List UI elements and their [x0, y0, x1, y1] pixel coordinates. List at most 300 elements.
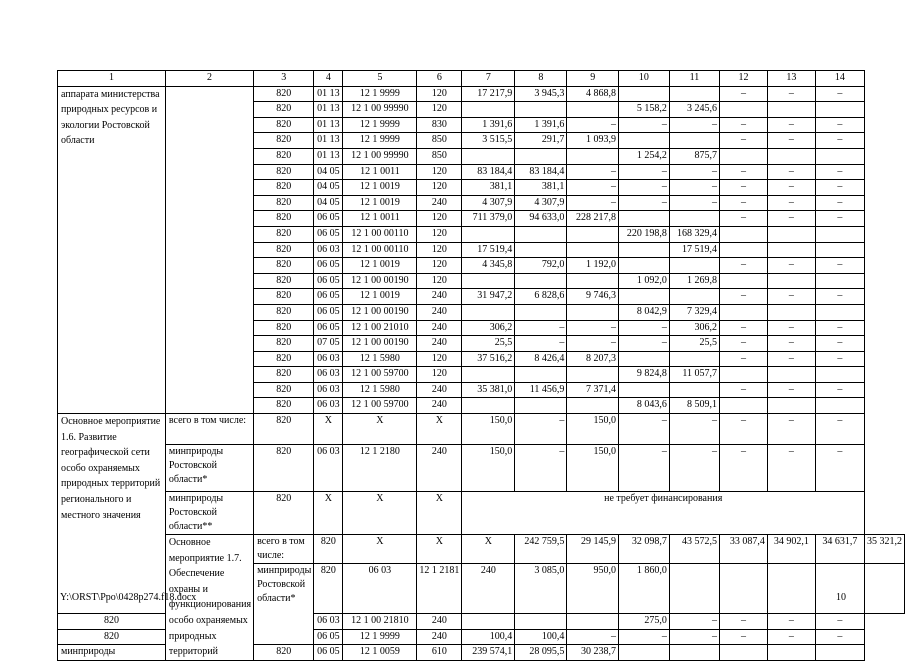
cell-col-9: 1 860,0	[618, 564, 669, 614]
cell-col-13: –	[767, 289, 815, 305]
cell-col-3: 820	[254, 289, 314, 305]
cell-col-11: 8 509,1	[669, 398, 719, 414]
cell-col-9: –	[567, 336, 619, 352]
cell-col-14: –	[815, 629, 864, 645]
cell-col-8	[515, 614, 567, 630]
cell-col-9	[567, 614, 619, 630]
cell-col-4: 06 03	[314, 242, 343, 258]
cell-col-5: 12 1 00 21010	[343, 320, 417, 336]
cell-col-11: 33 087,4	[720, 535, 768, 564]
cell-col-8: 6 828,6	[515, 289, 567, 305]
cell-col-6: 240	[417, 445, 462, 492]
cell-col-6: 120	[417, 367, 462, 383]
cell-col-4: 06 05	[314, 211, 343, 227]
cell-col-3: 820	[58, 629, 166, 645]
cell-col-12: –	[720, 320, 768, 336]
cell-col-9: 9 746,3	[567, 289, 619, 305]
cell-col-8: 3 945,3	[515, 86, 567, 102]
cell-col-5: 12 1 0059	[343, 645, 417, 661]
cell-col-14	[815, 645, 864, 661]
cell-col-5: 12 1 00 00110	[343, 242, 417, 258]
cell-col-11	[669, 645, 719, 661]
cell-col-12: –	[720, 86, 768, 102]
cell-col-9	[567, 398, 619, 414]
cell-col-13	[767, 242, 815, 258]
cell-col-4: 06 05	[314, 320, 343, 336]
cell-col-13	[767, 226, 815, 242]
cell-col-9: –	[567, 117, 619, 133]
cell-col-12: 34 902,1	[767, 535, 815, 564]
cell-col-6: 240	[417, 320, 462, 336]
cell-col-9	[567, 304, 619, 320]
executor-cell: минприроды Ростовской области**	[165, 492, 253, 535]
cell-col-5: 12 1 0011	[343, 164, 417, 180]
cell-col-14	[815, 398, 864, 414]
cell-col-11	[669, 289, 719, 305]
cell-col-8	[515, 102, 567, 118]
column-header: 7	[462, 71, 515, 87]
cell-col-10	[618, 289, 669, 305]
cell-col-14: –	[815, 258, 864, 274]
column-header: 3	[254, 71, 314, 87]
cell-col-4: 04 05	[314, 180, 343, 196]
cell-col-4: Х	[314, 414, 343, 445]
cell-col-5: 12 1 9999	[343, 117, 417, 133]
cell-col-11	[669, 211, 719, 227]
cell-col-7: 17 519,4	[462, 242, 515, 258]
cell-col-8: 100,4	[515, 629, 567, 645]
cell-col-9	[567, 367, 619, 383]
cell-col-7: 239 574,1	[462, 645, 515, 661]
cell-col-10	[618, 351, 669, 367]
cell-col-11: –	[669, 414, 719, 445]
cell-col-9: 150,0	[567, 445, 619, 492]
cell-col-8: 28 095,5	[515, 645, 567, 661]
cell-col-10: –	[618, 320, 669, 336]
cell-col-11: 11 057,7	[669, 367, 719, 383]
cell-col-5: 12 1 5980	[343, 351, 417, 367]
cell-col-9: –	[567, 629, 619, 645]
cell-col-4: 06 03	[314, 367, 343, 383]
cell-col-5: 12 1 00 59700	[343, 367, 417, 383]
column-header: 8	[515, 71, 567, 87]
cell-col-3: 820	[254, 492, 314, 535]
cell-col-12	[720, 367, 768, 383]
cell-col-8: 950,0	[567, 564, 619, 614]
cell-col-6: 240	[417, 195, 462, 211]
cell-col-9: 228 217,8	[567, 211, 619, 227]
cell-col-7: 3 085,0	[515, 564, 567, 614]
cell-col-8: 94 633,0	[515, 211, 567, 227]
cell-col-9: –	[567, 195, 619, 211]
cell-col-5: 12 1 00 00190	[343, 336, 417, 352]
cell-col-10: –	[618, 180, 669, 196]
cell-col-13: –	[767, 336, 815, 352]
cell-col-12	[720, 398, 768, 414]
cell-col-7: 4 345,8	[462, 258, 515, 274]
cell-col-14: –	[815, 211, 864, 227]
cell-col-13: –	[767, 164, 815, 180]
cell-col-8: –	[515, 414, 567, 445]
cell-col-12	[720, 242, 768, 258]
cell-col-8	[515, 148, 567, 164]
cell-col-3: 820	[254, 117, 314, 133]
cell-col-5: 12 1 00 99990	[343, 102, 417, 118]
cell-col-7	[462, 304, 515, 320]
cell-col-3: 820	[254, 180, 314, 196]
cell-col-7: 242 759,5	[515, 535, 567, 564]
cell-col-14: –	[815, 86, 864, 102]
cell-col-7: 711 379,0	[462, 211, 515, 227]
cell-col-7	[462, 102, 515, 118]
cell-col-4: 06 05	[314, 258, 343, 274]
cell-col-11: –	[669, 445, 719, 492]
column-header: 9	[567, 71, 619, 87]
cell-col-6: 850	[417, 148, 462, 164]
cell-col-9: –	[567, 180, 619, 196]
cell-col-6: 120	[417, 86, 462, 102]
event-description: Основное мероприятие 1.6. Развитие географической сети особо охраняемых природных территорий регионального и местного значения	[58, 414, 166, 614]
cell-col-14	[815, 242, 864, 258]
cell-col-3: 820	[254, 86, 314, 102]
page-number: 10	[836, 592, 846, 603]
cell-col-10: 9 824,8	[618, 367, 669, 383]
cell-col-6: 120	[417, 164, 462, 180]
cell-col-12	[720, 273, 768, 289]
column-header: 1	[58, 71, 166, 87]
cell-col-13	[767, 398, 815, 414]
cell-col-4: 06 03	[314, 382, 343, 398]
cell-col-5: 12 1 00 00190	[343, 273, 417, 289]
cell-col-14: –	[815, 164, 864, 180]
cell-col-12: –	[720, 382, 768, 398]
cell-col-13: –	[767, 382, 815, 398]
cell-col-7: 25,5	[462, 336, 515, 352]
cell-col-10	[618, 211, 669, 227]
cell-col-13: –	[767, 258, 815, 274]
cell-col-13: 34 631,7	[815, 535, 864, 564]
cell-col-7	[462, 398, 515, 414]
cell-col-7: 381,1	[462, 180, 515, 196]
cell-col-6: 830	[417, 117, 462, 133]
cell-col-4: 06 03	[343, 564, 417, 614]
cell-col-4: Х	[314, 492, 343, 535]
cell-col-7: 306,2	[462, 320, 515, 336]
cell-col-4: 01 13	[314, 86, 343, 102]
cell-col-10: –	[618, 336, 669, 352]
cell-col-4: 06 03	[314, 445, 343, 492]
cell-col-14	[815, 367, 864, 383]
cell-col-10: 220 198,8	[618, 226, 669, 242]
table-row	[58, 71, 905, 87]
cell-col-8: 29 145,9	[567, 535, 619, 564]
footer-file-path: Y:\ORST\Ppo\0428p274.f18.docx	[60, 592, 197, 603]
cell-col-12: –	[720, 164, 768, 180]
cell-col-6: 240	[417, 398, 462, 414]
cell-col-5: Х	[417, 535, 462, 564]
cell-col-13: –	[767, 211, 815, 227]
column-header: 5	[343, 71, 417, 87]
cell-col-3: 820	[254, 367, 314, 383]
cell-col-14	[815, 304, 864, 320]
cell-col-4: 06 05	[314, 273, 343, 289]
cell-col-12: –	[720, 351, 768, 367]
cell-col-14: –	[815, 336, 864, 352]
cell-col-13	[815, 564, 864, 614]
executor-cell: всего в том числе:	[165, 414, 253, 445]
cell-col-13: –	[767, 320, 815, 336]
cell-col-4: 01 13	[314, 148, 343, 164]
cell-col-3: 820	[254, 320, 314, 336]
cell-col-9: 8 207,3	[567, 351, 619, 367]
cell-col-4: 06 05	[314, 226, 343, 242]
cell-col-8	[515, 304, 567, 320]
cell-col-11: 306,2	[669, 320, 719, 336]
cell-col-11: 3 245,6	[669, 102, 719, 118]
cell-col-4: 04 05	[314, 195, 343, 211]
cell-col-12	[720, 645, 768, 661]
cell-col-11: –	[669, 629, 719, 645]
cell-col-3: 820	[58, 614, 166, 630]
cell-col-13: –	[767, 86, 815, 102]
executor-cell	[165, 86, 253, 413]
cell-col-12: –	[720, 180, 768, 196]
cell-col-12: –	[720, 117, 768, 133]
cell-col-5: 12 1 2180	[343, 445, 417, 492]
cell-col-12: –	[720, 614, 768, 630]
cell-col-10	[618, 86, 669, 102]
cell-col-5: Х	[343, 492, 417, 535]
cell-col-9: –	[567, 320, 619, 336]
cell-col-13: –	[767, 351, 815, 367]
cell-col-5: 12 1 0019	[343, 195, 417, 211]
cell-col-13	[767, 304, 815, 320]
cell-col-13	[767, 273, 815, 289]
cell-col-13	[767, 102, 815, 118]
cell-col-5: 12 1 00 21810	[343, 614, 417, 630]
cell-col-3: 820	[254, 645, 314, 661]
cell-col-4: 07 05	[314, 336, 343, 352]
cell-col-7: 1 391,6	[462, 117, 515, 133]
cell-col-10	[669, 564, 719, 614]
cell-col-13: –	[767, 180, 815, 196]
cell-col-8	[515, 226, 567, 242]
cell-col-12	[720, 304, 768, 320]
cell-col-11: 875,7	[669, 148, 719, 164]
cell-col-11	[669, 86, 719, 102]
cell-col-5: 12 1 2181	[417, 564, 462, 614]
cell-col-6: 120	[417, 258, 462, 274]
cell-col-11	[669, 382, 719, 398]
cell-col-8: 291,7	[515, 133, 567, 149]
cell-col-3: 820	[254, 102, 314, 118]
cell-col-9	[567, 102, 619, 118]
column-header: 6	[417, 71, 462, 87]
cell-col-12: –	[720, 258, 768, 274]
cell-col-8: 4 307,9	[515, 195, 567, 211]
cell-col-9	[567, 242, 619, 258]
executor-cell: минприроды Ростовской области*	[254, 564, 314, 645]
cell-col-10: 8 043,6	[618, 398, 669, 414]
cell-col-11: 7 329,4	[669, 304, 719, 320]
cell-col-13: –	[767, 195, 815, 211]
financing-note: не требует финансирования	[462, 492, 865, 535]
cell-col-5: Х	[343, 414, 417, 445]
cell-col-11: –	[669, 164, 719, 180]
cell-col-3: 820	[254, 336, 314, 352]
cell-col-5: 12 1 9999	[343, 133, 417, 149]
cell-col-3: 820	[254, 351, 314, 367]
cell-col-14	[815, 226, 864, 242]
cell-col-3: 820	[254, 226, 314, 242]
cell-col-4: 01 13	[314, 102, 343, 118]
cell-col-10: –	[618, 445, 669, 492]
cell-col-13: –	[767, 133, 815, 149]
cell-col-6: 610	[417, 645, 462, 661]
table-row	[58, 535, 905, 564]
cell-col-3: 820	[254, 304, 314, 320]
cell-col-10: –	[618, 629, 669, 645]
cell-col-14: –	[815, 414, 864, 445]
column-header: 11	[669, 71, 719, 87]
budget-table	[57, 70, 905, 661]
cell-col-7: 3 515,5	[462, 133, 515, 149]
cell-col-6: Х	[417, 414, 462, 445]
cell-col-10: 275,0	[618, 614, 669, 630]
cell-col-3: 820	[254, 195, 314, 211]
table-row	[58, 86, 905, 102]
cell-col-9	[567, 148, 619, 164]
column-header: 4	[314, 71, 343, 87]
cell-col-8: 11 456,9	[515, 382, 567, 398]
column-header: 2	[165, 71, 253, 87]
column-header: 10	[618, 71, 669, 87]
cell-col-14: 35 321,2	[865, 535, 905, 564]
cell-col-9: –	[567, 164, 619, 180]
cell-col-4: 01 13	[314, 133, 343, 149]
executor-cell: всего в том числе:	[254, 535, 314, 564]
table-row	[58, 445, 905, 492]
cell-col-4: 06 05	[314, 645, 343, 661]
cell-col-11	[669, 133, 719, 149]
cell-col-13: –	[767, 614, 815, 630]
cell-col-3: 820	[254, 148, 314, 164]
cell-col-12	[767, 564, 815, 614]
cell-col-9: 150,0	[567, 414, 619, 445]
cell-col-7: 150,0	[462, 445, 515, 492]
cell-col-5: 12 1 0019	[343, 258, 417, 274]
cell-col-5: 12 1 9999	[343, 629, 417, 645]
cell-col-7	[462, 367, 515, 383]
cell-col-7	[462, 273, 515, 289]
cell-col-13: –	[767, 445, 815, 492]
cell-col-8	[515, 367, 567, 383]
cell-col-7	[462, 226, 515, 242]
cell-col-5: 12 1 0019	[343, 289, 417, 305]
cell-col-7: 35 381,0	[462, 382, 515, 398]
cell-col-11	[669, 258, 719, 274]
cell-col-5: 12 1 0011	[343, 211, 417, 227]
executor-cell: минприроды	[58, 645, 166, 661]
cell-col-10: –	[618, 117, 669, 133]
cell-col-8: 8 426,4	[515, 351, 567, 367]
cell-col-6: 240	[417, 629, 462, 645]
cell-col-8: –	[515, 320, 567, 336]
cell-col-10: 43 572,5	[669, 535, 719, 564]
cell-col-13	[767, 367, 815, 383]
cell-col-14: –	[815, 351, 864, 367]
cell-col-4: 01 13	[314, 117, 343, 133]
cell-col-8	[515, 398, 567, 414]
executor-cell: минприроды Ростовской области*	[165, 445, 253, 492]
cell-col-9: 32 098,7	[618, 535, 669, 564]
cell-col-5: 12 1 00 00110	[343, 226, 417, 242]
cell-col-6: Х	[462, 535, 515, 564]
cell-col-3: 820	[314, 564, 343, 614]
table-row	[58, 492, 905, 535]
cell-col-7: 150,0	[462, 414, 515, 445]
cell-col-7	[462, 148, 515, 164]
cell-col-14: –	[815, 445, 864, 492]
cell-col-3: 820	[254, 414, 314, 445]
cell-col-3: 820	[254, 445, 314, 492]
cell-col-3: 820	[254, 398, 314, 414]
cell-col-3: 820	[254, 164, 314, 180]
cell-col-12: –	[720, 289, 768, 305]
event-description: Основное мероприятие 1.7. Обеспечение охраны и функционирования особо охраняемых природных территорий	[165, 535, 253, 661]
cell-col-6: 120	[417, 273, 462, 289]
cell-col-14: –	[815, 180, 864, 196]
cell-col-13	[767, 645, 815, 661]
cell-col-5: 12 1 00 99990	[343, 148, 417, 164]
cell-col-3: 820	[254, 211, 314, 227]
cell-col-6: 120	[417, 351, 462, 367]
cell-col-8: –	[515, 336, 567, 352]
cell-col-3: 820	[254, 382, 314, 398]
cell-col-6: 240	[417, 614, 462, 630]
cell-col-6: Х	[417, 492, 462, 535]
cell-col-14: –	[815, 320, 864, 336]
cell-col-12: –	[720, 414, 768, 445]
cell-col-6: 240	[417, 382, 462, 398]
cell-col-11: 17 519,4	[669, 242, 719, 258]
cell-col-4: 06 03	[314, 398, 343, 414]
cell-col-8	[515, 242, 567, 258]
cell-col-10	[618, 133, 669, 149]
cell-col-14: –	[815, 289, 864, 305]
cell-col-14	[815, 273, 864, 289]
cell-col-12: –	[720, 133, 768, 149]
cell-col-13: –	[767, 414, 815, 445]
cell-col-11: –	[669, 117, 719, 133]
cell-col-4: 06 05	[314, 304, 343, 320]
cell-col-6: 850	[417, 133, 462, 149]
cell-col-7: 100,4	[462, 629, 515, 645]
cell-col-12: –	[720, 195, 768, 211]
cell-col-8: 1 391,6	[515, 117, 567, 133]
column-header: 12	[720, 71, 768, 87]
cell-col-4: 06 03	[314, 614, 343, 630]
cell-col-3: 820	[254, 133, 314, 149]
column-header: 13	[767, 71, 815, 87]
cell-col-5: 12 1 9999	[343, 86, 417, 102]
column-header: 14	[815, 71, 864, 87]
cell-col-6: 120	[417, 102, 462, 118]
cell-col-10: –	[618, 195, 669, 211]
cell-col-8: –	[515, 445, 567, 492]
cell-col-10: –	[618, 414, 669, 445]
cell-col-9: 4 868,8	[567, 86, 619, 102]
